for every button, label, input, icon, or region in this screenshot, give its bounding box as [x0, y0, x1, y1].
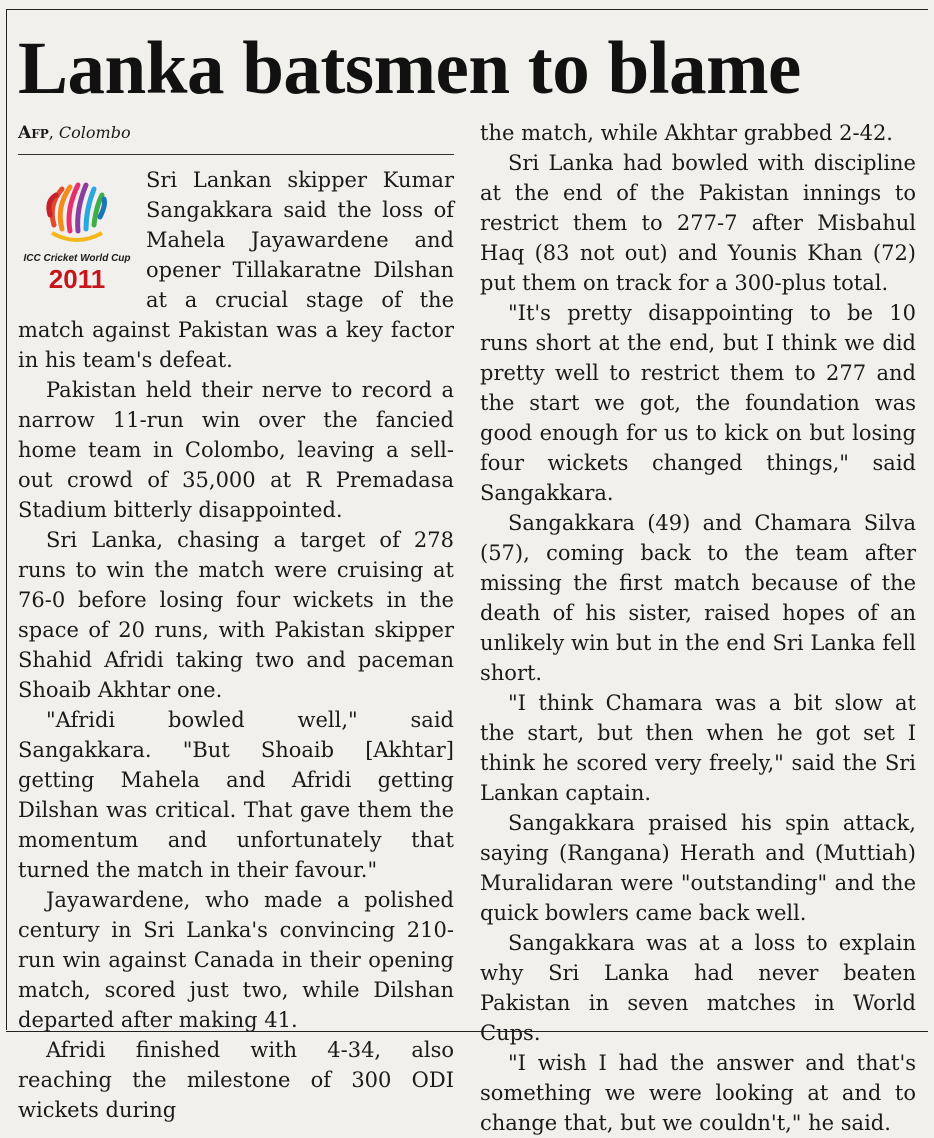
paragraph: Afridi finished with 4-34, also reaching the milestone of 300 ODI wickets during — [18, 1038, 454, 1122]
paragraph: Sangakkara praised his spin attack, saying (Rangana) Herath and (Muttiah) Muralidaran were "outstanding" and the quick bowlers came back well. — [480, 811, 916, 925]
paragraph: Sri Lankan skipper Kumar Sangakkara said the loss of Mahela Jayawardene and opener Tillakaratne Dilshan at a crucial stage of the match against Pakistan was a key factor in his team's defeat. — [18, 168, 454, 372]
paragraph: "I wish I had the answer and that's something we were looking at and to change that, but we couldn't," he said. — [480, 1051, 916, 1135]
paragraph: "I think Chamara was a bit slow at the start, but then when he got set I think he scored very freely," said the Sri Lankan captain. — [480, 691, 916, 805]
paragraph: "It's pretty disappointing to be 10 runs short at the end, but I think we did pretty well to restrict them to 277 and the start we got, the foundation was good enough for us to kick on but losing four wickets changed things," said Sangakkara. — [480, 301, 916, 505]
paragraph-continuation: the match, while Akhtar grabbed 2-42. — [480, 121, 893, 145]
right-column — [480, 118, 916, 1138]
paragraph: Sangakkara (49) and Chamara Silva (57), coming back to the team after missing the first match because of the death of his sister, raised hopes of an unlikely win but in the end Sri Lanka fell short. — [480, 511, 916, 685]
headline: Lanka batsmen to blame — [18, 27, 801, 110]
logo-year: 2011 — [48, 264, 106, 294]
paragraph: Sangakkara was at a loss to explain why Sri Lanka had never beaten Pakistan in seven matches in World Cups. — [480, 931, 916, 1045]
byline-place: Colombo — [58, 123, 131, 142]
paragraph: Sri Lanka had bowled with discipline at the end of the Pakistan innings to restrict them to 277-7 after Misbahul Haq (83 not out) and Younis Khan (72) put them on track for a 300-plus total. — [480, 151, 916, 295]
byline: Afp, Colombo — [18, 123, 131, 143]
logo-tagline: ICC Cricket World Cup — [23, 253, 131, 264]
world-cup-logo-icon — [34, 165, 120, 251]
top-rule — [6, 9, 928, 10]
paragraph: Jayawardene, who made a polished century in Sri Lanka's convincing 210-run win against Canada in their opening match, scored just two, while Dilshan departed after making 41. — [18, 888, 454, 1032]
left-rule — [6, 10, 7, 1030]
paragraph: Pakistan held their nerve to record a narrow 11-run win over the fancied home team in Colombo, leaving a sell-out crowd of 35,000 at R Premadasa Stadium bitterly disappointed. — [18, 378, 454, 522]
paragraph: "Afridi bowled well," said Sangakkara. "But Shoaib [Akhtar] getting Mahela and Afridi getting Dilshan was critical. That gave them the momentum and unfortunately that turned the match in their favour." — [18, 708, 454, 882]
byline-rule — [18, 154, 454, 155]
world-cup-logo — [18, 165, 136, 297]
paragraph: Sri Lanka, chasing a target of 278 runs to win the match were cruising at 76-0 before losing four wickets in the space of 20 runs, with Pakistan skipper Shahid Afridi taking two and paceman Shoaib Akhtar one. — [18, 528, 454, 702]
bottom-rule — [6, 1031, 928, 1032]
byline-agency: Afp — [18, 123, 49, 143]
left-column — [18, 118, 454, 1125]
